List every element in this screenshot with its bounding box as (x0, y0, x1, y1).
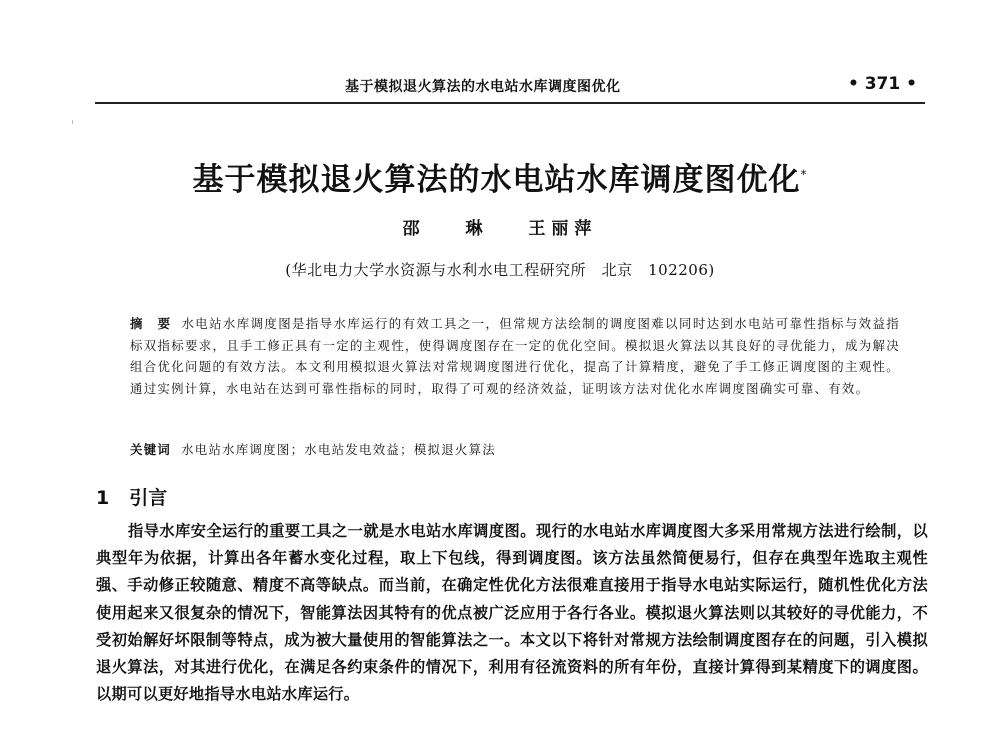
abstract-text: 水电站水库调度图是指导水库运行的有效工具之一，但常规方法绘制的调度图难以同时达到水电站可靠性指标与效益指标双指标要求，且手工修正具有一定的主观性，使得调度图存在一定的优化空间。模拟退火算法以其良好的寻优能力，成为解决组合优化问题的有效方法。本文利用模拟退火算法对常规调度图进行优化，提高了计算精度，避免了手工修正调度图的主观性。通过实例计算，水电站在达到可靠性指标的同时，取得了可观的经济效益，证明该方法对优化水库调度图确实可靠、有效。 (130, 316, 900, 396)
scan-mark (72, 120, 73, 124)
section-heading (96, 483, 167, 510)
running-title: 基于模拟退火算法的水电站水库调度图优化 (345, 79, 621, 95)
section-title: 引言 (129, 487, 168, 509)
keywords-label: 关键词 (130, 442, 172, 457)
running-header (95, 76, 925, 104)
body-paragraph: 指导水库安全运行的重要工具之一就是水电站水库调度图。现行的水电站水库调度图大多采用常规方法进行绘制，以典型年为依据，计算出各年蓄水变化过程，取上下包线，得到调度图。该方法虽然简便易行，但存在典型年选取主观性强、手动修正较随意、精度不高等缺点。而当前，在确定性优化方法很难直接用于指导水电站实际运行，随机性优化方法使用起来又很复杂的情况下，智能算法因其特有的优点被广泛应用于各行各业。模拟退火算法则以其较好的寻优能力，不受初始解好坏限制等特点，成为被大量使用的智能算法之一。本文以下将针对常规方法绘制调度图存在的问题，引入模拟退火算法，对其进行优化，在满足各约束条件的情况下，利用有径流资料的所有年份，直接计算得到某精度下的调度图。以期可以更好地指导水电站水库运行。 (96, 522, 928, 704)
paper-title (0, 154, 1000, 199)
title-footnote-mark: * (800, 167, 808, 182)
keywords (130, 440, 900, 458)
affiliation: (华北电力大学水资源与水利水电工程研究所 北京 102206) (285, 261, 715, 279)
keywords-text: 水电站水库调度图；水电站发电效益；模拟退火算法 (181, 442, 496, 457)
section-number: 1 (96, 487, 110, 509)
paper-title-text: 基于模拟退火算法的水电站水库调度图优化 (192, 162, 801, 198)
abstract (130, 313, 900, 399)
page-number: • 371 • (847, 74, 917, 94)
authors: 邵 琳 王丽萍 (402, 219, 598, 239)
abstract-label: 摘 要 (130, 316, 172, 331)
